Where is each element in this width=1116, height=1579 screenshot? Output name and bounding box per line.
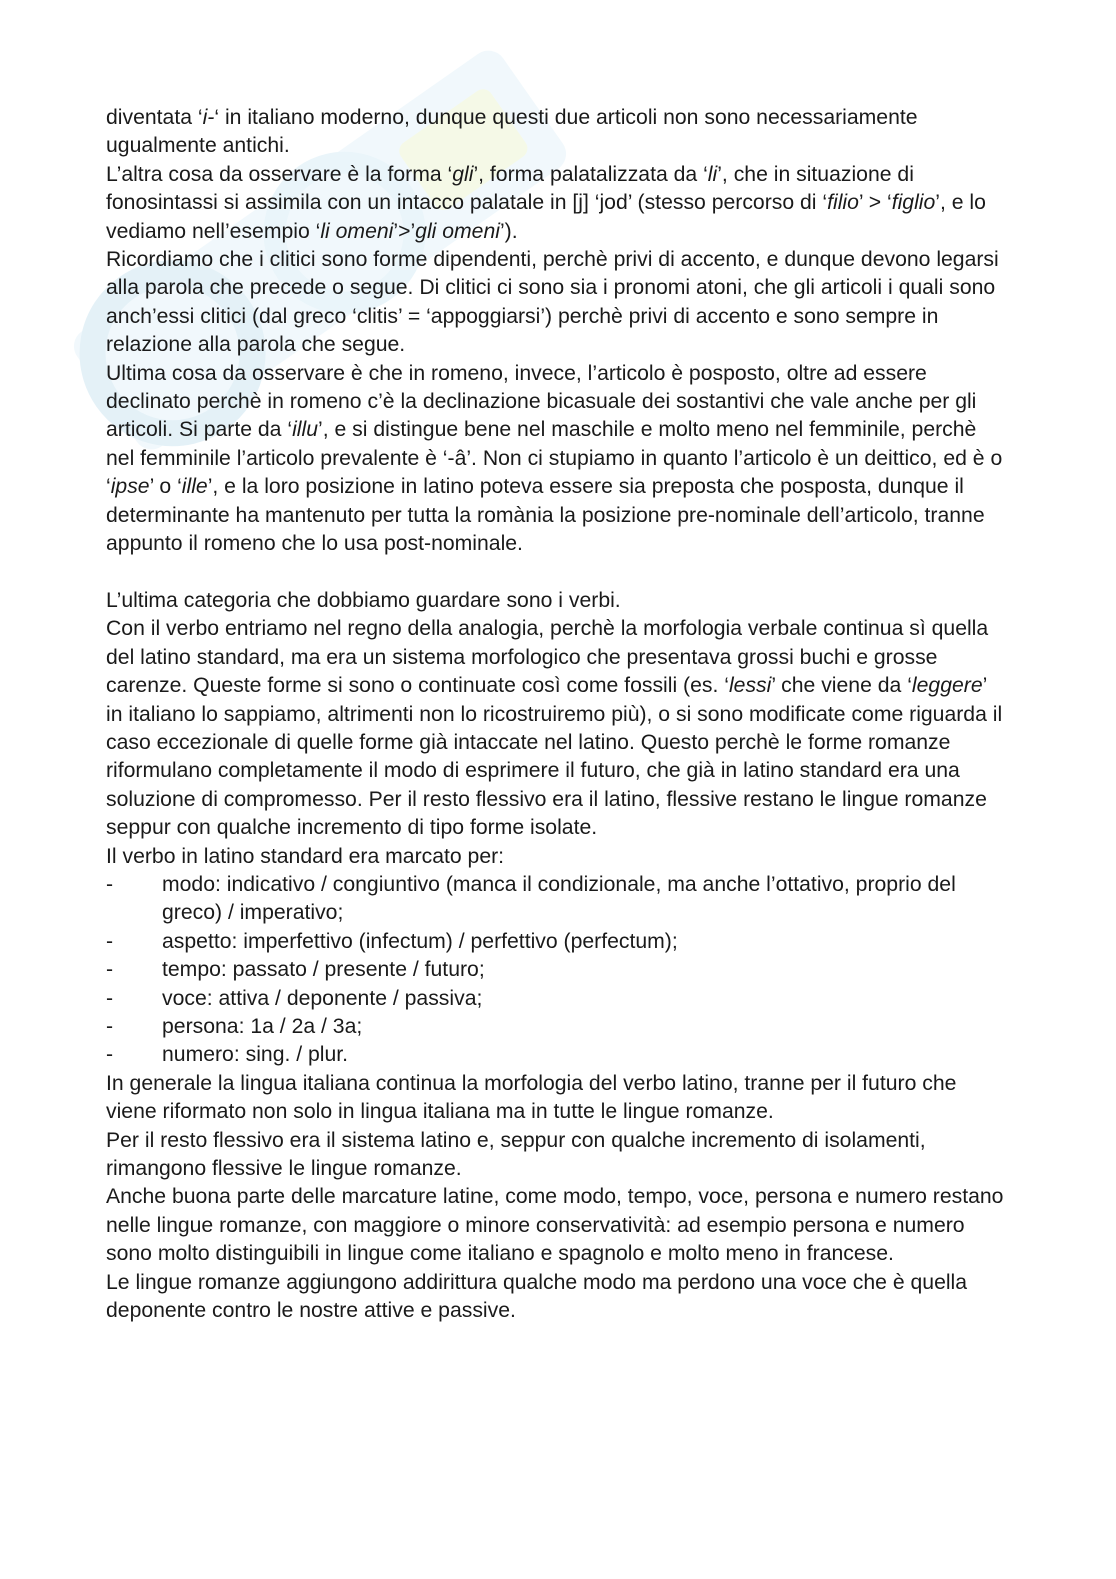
list-item-text: voce: attiva / deponente / passiva;	[162, 986, 483, 1010]
text-run: ’).	[499, 219, 518, 243]
text-run: ’ o ‘	[149, 475, 182, 499]
text-run: ’, che in situazione di fonosintassi si assimila con un intacco palatale in [j] ‘jod’ (stesso percorso di ‘	[106, 162, 914, 215]
italic-term: ille	[181, 475, 208, 499]
paragraph	[106, 1269, 1006, 1326]
list-dash: -	[106, 929, 114, 953]
section-conclusione	[106, 1070, 1006, 1326]
section-verbi	[106, 587, 1006, 871]
text-run: ’>’	[393, 219, 416, 243]
text-run: Con il verbo entriamo nel regno della analogia, perchè la morfologia verbale continua sì quella del latino standard, ma era un sistema morfologico che presentava grossi buchi e grosse carenze. Queste forme si sono o continuate così come fossili (es. ‘	[106, 617, 989, 698]
document-page	[106, 104, 1006, 1325]
marcature-list	[106, 871, 1006, 1070]
italic-term: i-	[202, 106, 215, 129]
text-run: Il verbo in latino standard era marcato per:	[106, 844, 505, 868]
text-run: diventata ‘	[106, 106, 203, 129]
text-run: Le lingue romanze aggiungono addirittura qualche modo ma perdono una voce che è quella deponente contro le nostre attive e passive.	[106, 1270, 968, 1323]
italic-term: li omeni	[320, 219, 394, 243]
text-run: Per il resto flessivo era il sistema latino e, seppur con qualche incremento di isolamenti, rimangono flessive le lingue romanze.	[106, 1128, 926, 1181]
text-run: L’altra cosa da osservare è la forma ‘	[106, 162, 453, 186]
list-dash: -	[106, 958, 114, 982]
paragraph	[106, 587, 1006, 615]
italic-term: filio	[827, 191, 859, 215]
text-run: ’, e la loro posizione in latino poteva essere sia preposta che posposta, dunque il determinante ha mantenuto per tutta la romània la posizione pre-nominale dell’articolo, tranne appunto il romeno che lo usa post-nominale.	[106, 475, 985, 556]
italic-term: li	[707, 162, 718, 186]
list-item-text: persona: 1a / 2a / 3a;	[162, 1014, 363, 1038]
text-run: L’ultima categoria che dobbiamo guardare sono i verbi.	[106, 588, 621, 612]
paragraph	[106, 1183, 1006, 1268]
paragraph	[106, 104, 1006, 161]
text-run: ’ > ‘	[858, 191, 892, 215]
italic-term: figlio	[891, 191, 936, 215]
text-run: In generale la lingua italiana continua la morfologia del verbo latino, tranne per il futuro che viene riformato non solo in lingua italiana ma in tutte le lingue romanze.	[106, 1071, 957, 1124]
list-dash: -	[106, 1043, 114, 1067]
paragraph-gap	[106, 559, 1006, 587]
italic-term: lessi	[728, 674, 772, 698]
italic-term: gli	[452, 162, 474, 186]
text-run: Ultima cosa da osservare è che in romeno, invece, l’articolo è posposto, oltre ad essere declinato perchè in romeno c’è la declinazione bicasuale dei sostantivi che vale anche per gli articoli. Si parte da ‘	[106, 361, 977, 442]
italic-term: ipse	[110, 475, 150, 499]
italic-term: gli omeni	[415, 219, 500, 243]
paragraph	[106, 1070, 1006, 1127]
list-item	[106, 1041, 1006, 1069]
list-item	[106, 928, 1006, 956]
list-item-text: modo: indicativo / congiuntivo (manca il condizionale, ma anche l’ottativo, proprio del greco) / imperativo;	[162, 872, 956, 925]
list-item-text: aspetto: imperfettivo (infectum) / perfettivo (perfectum);	[162, 929, 678, 953]
text-run: ‘ in italiano moderno, dunque questi due articoli non sono necessariamente ugualmente antichi.	[106, 106, 918, 158]
text-run: ’ che viene da ‘	[771, 674, 912, 698]
text-run: Anche buona parte delle marcature latine, come modo, tempo, voce, persona e numero restano nelle lingue romanze, con maggiore o minore conservatività: ad esempio persona e numero sono molto distinguibili in lingue come italiano e spagnolo e molto meno in francese.	[106, 1185, 1004, 1266]
list-item	[106, 956, 1006, 984]
paragraph	[106, 360, 1006, 559]
paragraph	[106, 1127, 1006, 1184]
text-run: ’, e si distingue bene nel maschile e molto meno nel femminile, perchè nel femminile l’articolo prevalente è ‘-â’. Non ci stupiamo in quanto l’articolo è un deittico, ed è o ‘	[106, 418, 1003, 499]
paragraph	[106, 161, 1006, 246]
list-dash: -	[106, 1014, 114, 1038]
text-run: ’ in italiano lo sappiamo, altrimenti non lo ricostruiremo più), o si sono modificate come riguarda il caso eccezionale di quelle forme già intaccate nel latino. Questo perchè le forme romanze riformulano completamente il modo di esprimere il futuro, che già in latino standard era una soluzione di compromesso. Per il resto flessivo era il latino, flessive restano le lingue romanze seppur con qualche incremento di tipo forme isolate.	[106, 674, 1003, 840]
paragraph	[106, 615, 1006, 842]
list-item	[106, 985, 1006, 1013]
text-run: ’, e lo vediamo nell’esempio ‘	[106, 191, 986, 243]
text-run: Ricordiamo che i clitici sono forme dipendenti, perchè privi di accento, e dunque devono legarsi alla parola che precede o segue. Di clitici ci sono sia i pronomi atoni, che gli articoli i quali sono anch’essi clitici (dal greco ‘clitis’ = ‘appoggiarsi’) perchè privi di accento e sono sempre in relazione alla parola che segue.	[106, 248, 999, 357]
italic-term: illu	[292, 418, 318, 442]
paragraph	[106, 246, 1006, 360]
italic-term: leggere	[911, 674, 983, 698]
paragraph	[106, 843, 1006, 871]
list-item-text: tempo: passato / presente / futuro;	[162, 958, 485, 982]
list-dash: -	[106, 986, 114, 1010]
list-item-text: numero: sing. / plur.	[162, 1043, 349, 1067]
list-dash: -	[106, 872, 114, 896]
text-run: ’, forma palatalizzata da ‘	[473, 162, 708, 186]
list-item	[106, 1013, 1006, 1041]
section-articoli	[106, 104, 1006, 559]
list-item	[106, 871, 1006, 928]
